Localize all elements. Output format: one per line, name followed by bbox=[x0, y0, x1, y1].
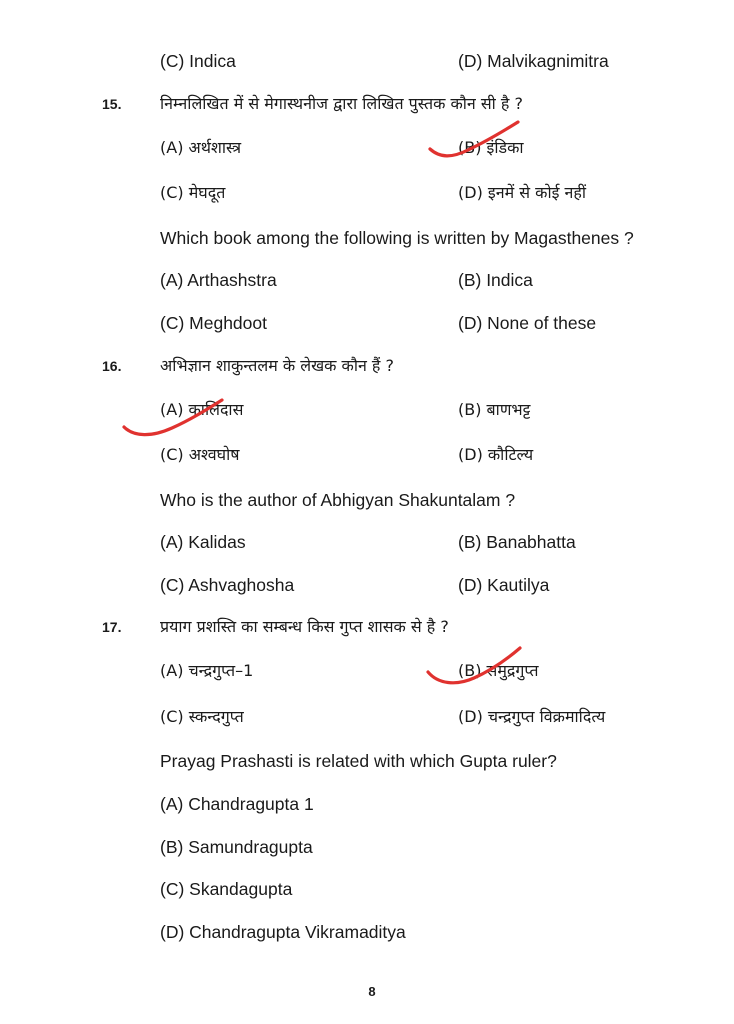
option-a-hindi: (A) कालिदास bbox=[160, 400, 244, 419]
question-english: Prayag Prashasti is related with which Gupta ruler? bbox=[160, 751, 557, 771]
question-number: 16. bbox=[102, 358, 122, 374]
question-hindi: अभिज्ञान शाकुन्तलम के लेखक कौन हैं ? bbox=[160, 356, 395, 375]
option-d: (D) Chandragupta Vikramaditya bbox=[160, 922, 406, 942]
option-d-hindi: (D) इनमें से कोई नहीं bbox=[458, 183, 587, 202]
option-c: (C) Indica bbox=[160, 51, 236, 71]
question-english: Which book among the following is written by Magasthenes ? bbox=[160, 228, 634, 248]
question-english: Who is the author of Abhigyan Shakuntalam ? bbox=[160, 490, 516, 510]
option-b-hindi: (B) समुद्रगुप्त bbox=[458, 661, 539, 680]
option-c-hindi: (C) मेघदूत bbox=[160, 183, 226, 202]
option-c-hindi: (C) अश्वघोष bbox=[160, 445, 240, 464]
option-a: (A) Arthashstra bbox=[160, 270, 277, 290]
option-d-hindi: (D) कौटिल्य bbox=[458, 445, 534, 464]
option-a: (A) Kalidas bbox=[160, 532, 246, 552]
option-d: (D) Malvikagnimitra bbox=[458, 51, 609, 71]
option-b-hindi: (B) इंडिका bbox=[458, 138, 524, 157]
question-hindi: प्रयाग प्रशस्ति का सम्बन्ध किस गुप्त शासक से है ? bbox=[160, 617, 449, 636]
option-c: (C) Meghdoot bbox=[160, 313, 267, 333]
option-c-hindi: (C) स्कन्दगुप्त bbox=[160, 707, 244, 726]
option-c: (C) Skandagupta bbox=[160, 879, 293, 899]
page-number: 8 bbox=[368, 984, 376, 999]
option-d: (D) None of these bbox=[458, 313, 597, 333]
option-b-hindi: (B) बाणभट्ट bbox=[458, 400, 531, 419]
option-a-hindi: (A) चन्द्रगुप्त–1 bbox=[160, 661, 254, 680]
question-number: 17. bbox=[102, 619, 122, 635]
option-a: (A) Chandragupta 1 bbox=[160, 794, 314, 814]
option-d: (D) Kautilya bbox=[458, 575, 550, 595]
option-b: (B) Indica bbox=[458, 270, 533, 290]
option-d-hindi: (D) चन्द्रगुप्त विक्रमादित्य bbox=[458, 707, 606, 726]
option-c: (C) Ashvaghosha bbox=[160, 575, 295, 595]
option-a-hindi: (A) अर्थशास्त्र bbox=[160, 138, 242, 157]
option-b: (B) Samundragupta bbox=[160, 837, 313, 857]
option-b: (B) Banabhatta bbox=[458, 532, 576, 552]
question-hindi: निम्नलिखित में से मेगास्थनीज द्वारा लिखित पुस्तक कौन सी है ? bbox=[160, 94, 523, 113]
question-number: 15. bbox=[102, 96, 122, 112]
